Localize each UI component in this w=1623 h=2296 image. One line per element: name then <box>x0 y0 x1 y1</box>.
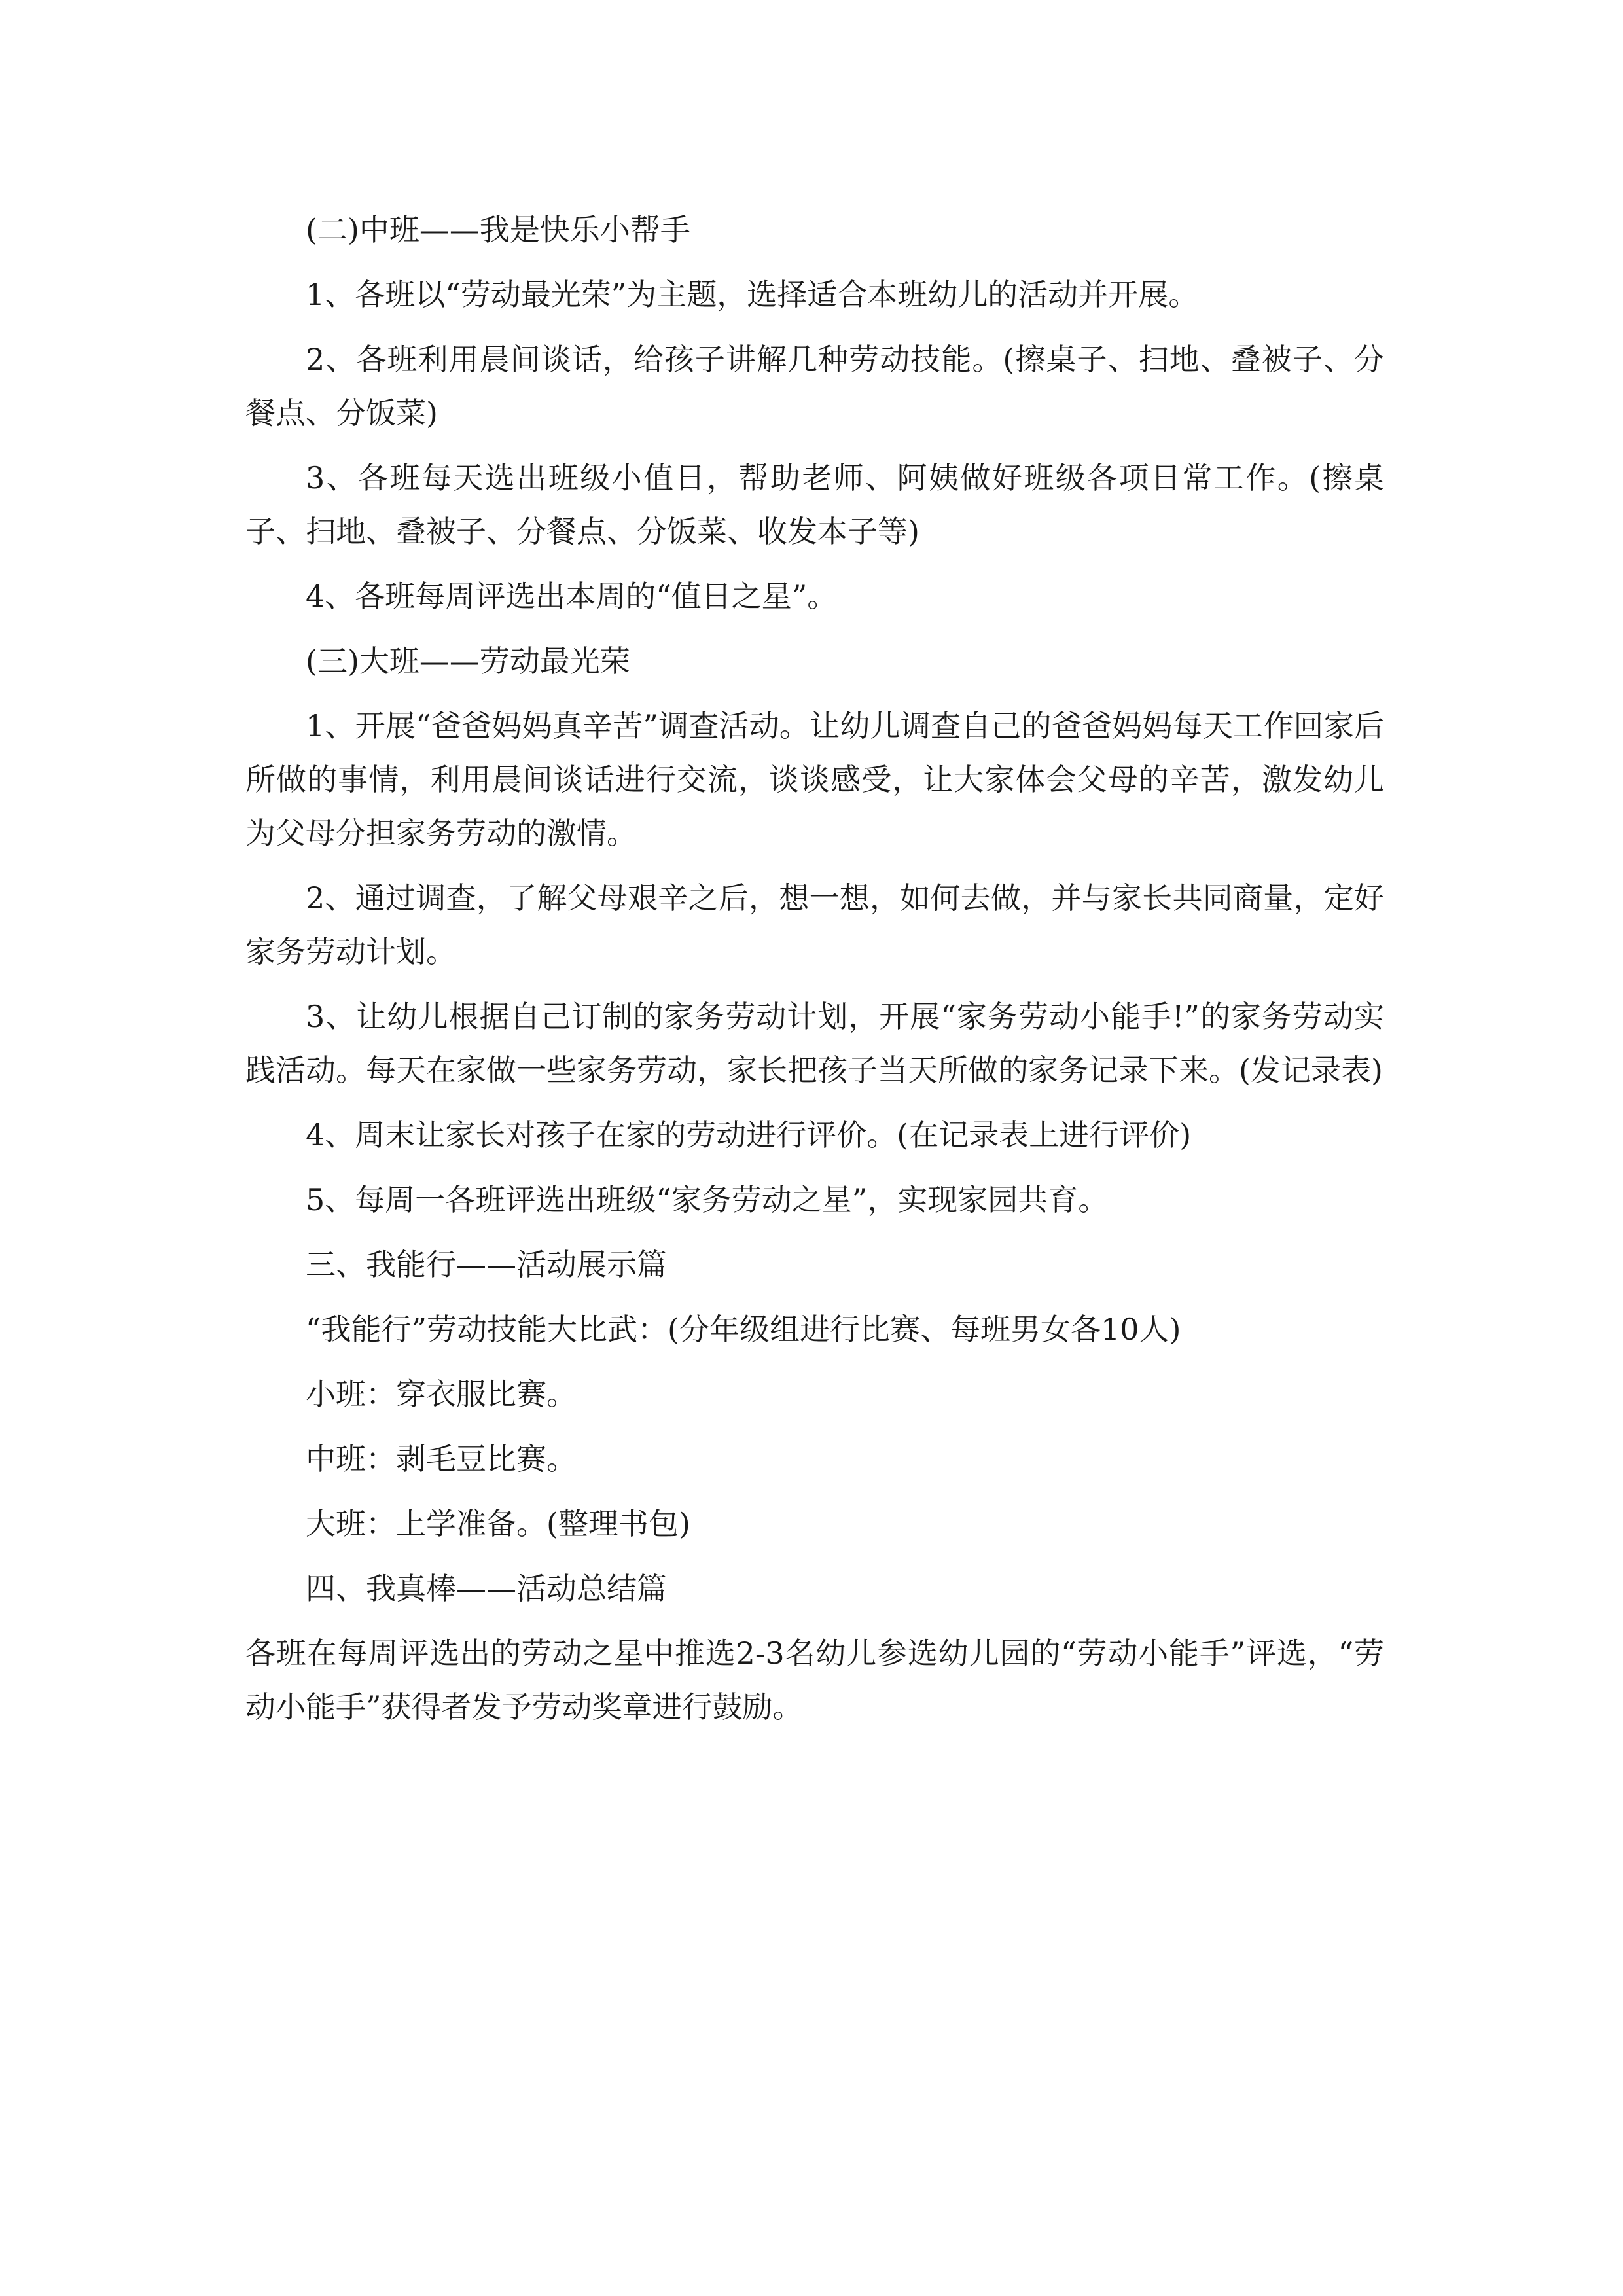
section-heading-summary: 四、我真棒——活动总结篇 <box>306 1571 667 1606</box>
paragraph: 3、各班每天选出班级小值日，帮助老师、阿姨做好班级各项日常工作。(擦桌子、扫地、叠被子、分餐点、分饭菜、收发本子等) <box>245 460 1384 549</box>
paragraph: 2、各班利用晨间谈话，给孩子讲解几种劳动技能。(擦桌子、扫地、叠被子、分餐点、分饭菜) <box>245 342 1384 431</box>
paragraph: 1、各班以“劳动最光荣”为主题，选择适合本班幼儿的活动并开展。 <box>306 277 1199 312</box>
section-heading-senior-class: (三)大班——劳动最光荣 <box>306 643 630 679</box>
paragraph: 2、通过调查，了解父母艰辛之后，想一想，如何去做，并与家长共同商量，定好家务劳动计划。 <box>245 880 1384 969</box>
section-heading-middle-class: (二)中班——我是快乐小帮手 <box>306 212 690 247</box>
paragraph: 4、各班每周评选出本周的“值日之星”。 <box>306 579 838 614</box>
paragraph: “我能行”劳动技能大比武：(分年级组进行比赛、每班男女各10人) <box>306 1312 1181 1347</box>
paragraph: 大班：上学准备。(整理书包) <box>306 1506 690 1541</box>
paragraph: 3、让幼儿根据自己订制的家务劳动计划，开展“家务劳动小能手!”的家务劳动实践活动。每天在家做一些家务劳动，家长把孩子当天所做的家务记录下来。(发记录表) <box>245 999 1384 1088</box>
paragraph: 各班在每周评选出的劳动之星中推选2-3名幼儿参选幼儿园的“劳动小能手”评选，“劳动小能手”获得者发予劳动奖章进行鼓励。 <box>245 1636 1384 1725</box>
paragraph: 小班：穿衣服比赛。 <box>306 1376 577 1412</box>
document-body <box>245 203 1384 1745</box>
paragraph: 1、开展“爸爸妈妈真辛苦”调查活动。让幼儿调查自己的爸爸妈妈每天工作回家后所做的事情，利用晨间谈话进行交流，谈谈感受，让大家体会父母的辛苦，激发幼儿为父母分担家务劳动的激情。 <box>245 708 1384 851</box>
paragraph: 4、周末让家长对孩子在家的劳动进行评价。(在记录表上进行评价) <box>306 1117 1192 1153</box>
section-heading-showcase: 三、我能行——活动展示篇 <box>306 1247 667 1282</box>
paragraph: 5、每周一各班评选出班级“家务劳动之星”，实现家园共育。 <box>306 1182 1109 1217</box>
paragraph: 中班：剥毛豆比赛。 <box>306 1441 577 1477</box>
